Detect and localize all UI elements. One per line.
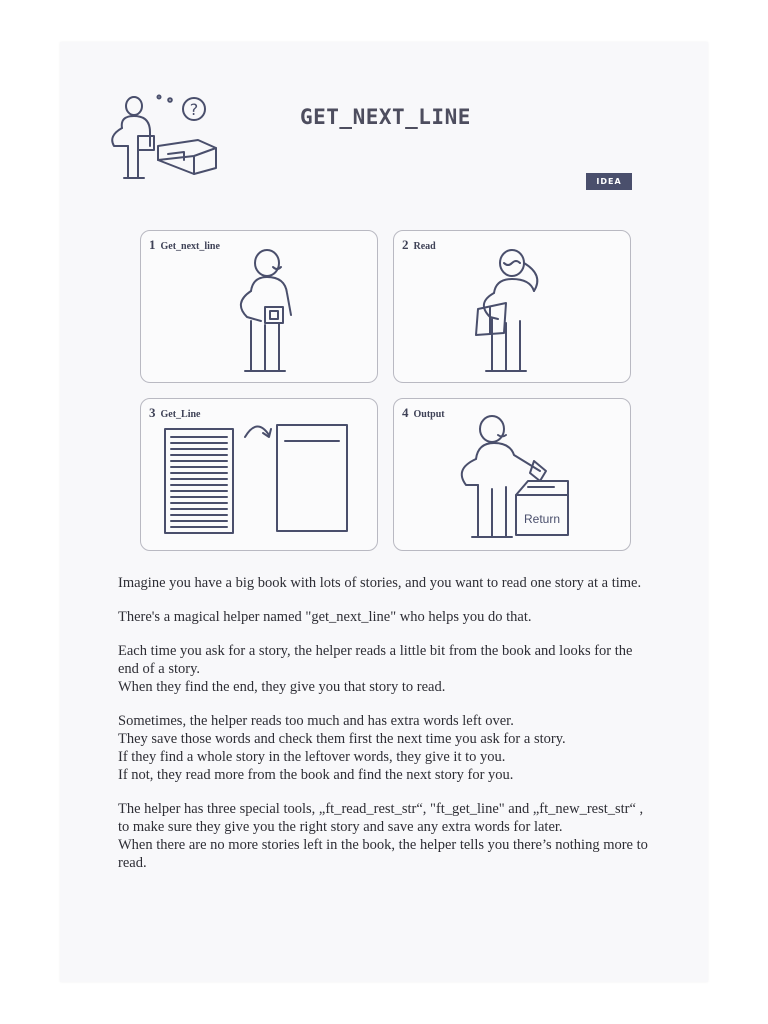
return-box-label: Return: [523, 512, 561, 526]
sentence: If they find a whole story in the leftover words, they give it to you.: [118, 749, 506, 765]
svg-text:?: ?: [189, 100, 199, 119]
full-page-icon: [165, 429, 233, 533]
paragraph: [118, 712, 648, 784]
paragraph: There's a magical helper named "get_next_line" who helps you do that.: [118, 609, 532, 625]
pages-transfer-illustration: [141, 399, 379, 552]
panel-number: 4: [402, 405, 409, 420]
paragraph: Imagine you have a big book with lots of stories, and you want to read one story at a time.: [118, 575, 642, 591]
story-text: [118, 574, 648, 888]
figure-posting-box-illustration: [394, 399, 632, 552]
sentence: If not, they read more from the book and find the next story for you.: [118, 767, 514, 783]
panel-title: Get_next_line: [160, 241, 220, 252]
panel-get-next-line: [140, 230, 378, 383]
panel-number: 2: [402, 237, 409, 252]
sentence: The helper has three special tools, „ft_read_rest_str“, "ft_get_line" and „ft_new_rest_str“ , to make sure they give you the right story and save any extra words for later.: [118, 801, 644, 835]
sentence: Each time you ask for a story, the helper reads a little bit from the book and looks for the end of a story.: [118, 643, 633, 677]
paragraph: [118, 800, 648, 872]
panel-number: 1: [149, 237, 156, 252]
panel-read: [393, 230, 631, 383]
sentence: Sometimes, the helper reads too much and has extra words left over.: [118, 713, 514, 729]
page-title: GET_NEXT_LINE: [300, 105, 471, 129]
panel-title: Read: [413, 241, 436, 252]
panel-output: [393, 398, 631, 551]
sentence: When they find the end, they give you that story to read.: [118, 679, 446, 695]
sentence: When there are no more stories left in the book, the helper tells you there’s nothing more to read.: [118, 837, 648, 871]
figure-holding-box-illustration: [141, 231, 379, 384]
panel-title: Output: [413, 409, 445, 420]
panel-title: Get_Line: [160, 409, 201, 420]
sentence: They save those words and check them first the next time you ask for a story.: [118, 731, 566, 747]
brand-badge: IDEA: [586, 173, 632, 190]
figure-reading-illustration: [394, 231, 632, 384]
paragraph: [118, 642, 648, 696]
panel-number: 3: [149, 405, 156, 420]
confused-figure-illustration: [98, 88, 228, 188]
panel-get-line: [140, 398, 378, 551]
